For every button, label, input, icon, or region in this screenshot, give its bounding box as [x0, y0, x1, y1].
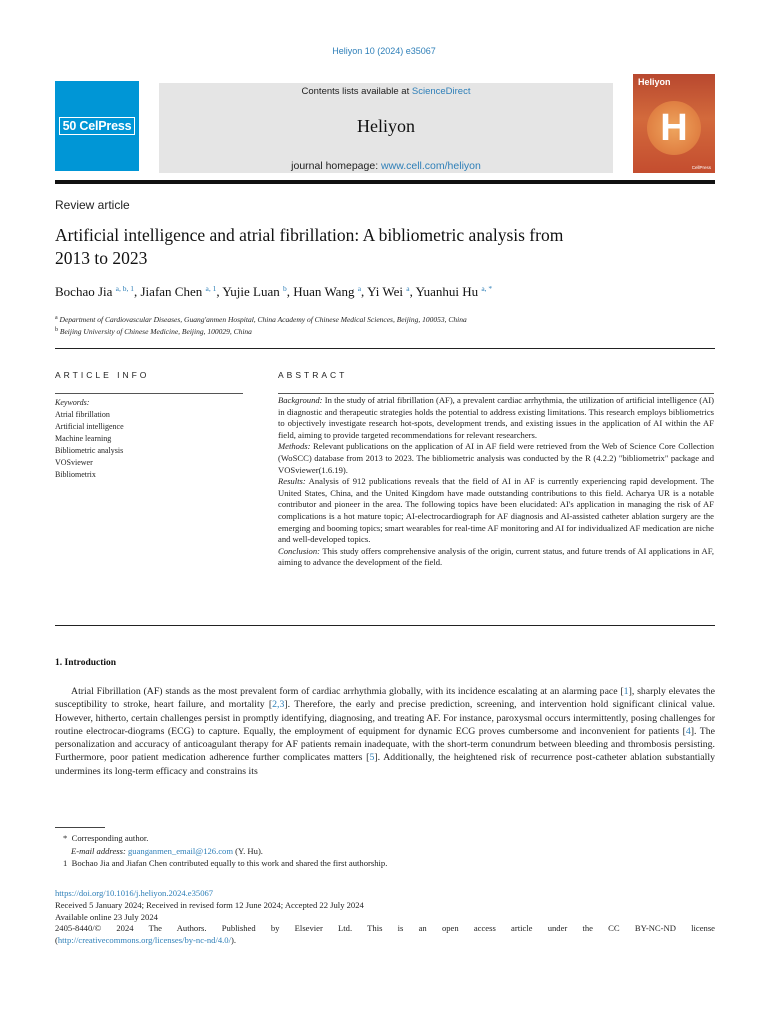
email-suffix: (Y. Hu).: [233, 845, 263, 856]
introduction-paragraph: [55, 685, 715, 778]
email-footnote: [55, 845, 715, 858]
conclusion-label: Conclusion:: [278, 545, 321, 556]
author-affiliation-mark[interactable]: a, b, 1: [115, 284, 134, 293]
article-type: Review article: [55, 198, 130, 212]
results-text: Analysis of 912 publications reveals that the field of AI in AF is currently experiencing rapid development. The United States, China, and the United Kingdom have made outstanding contributions to this field. Acharya UR is a notable contributor and pioneer in the area. The following topics have been elucidated: AI's application in managing the risk of AF complications is a hot mature topic; AI-electrocardiograph for AF diagnosis and AI-assisted catheter ablation surgery are the emerging and booming topics; smart wearables for real-time AF monitoring and AI for individualized AF medication are niche and well-developed topics.: [278, 476, 714, 545]
abstract-divider: [278, 393, 714, 394]
journal-reference[interactable]: Heliyon 10 (2024) e35067: [332, 46, 436, 56]
header-divider: [55, 180, 715, 184]
citation-link[interactable]: 2,3: [272, 699, 285, 711]
available-online: Available online 23 July 2024: [55, 911, 158, 922]
intro-text: ], sharply elevates the susceptibility to stroke, heart failure, and mortality [: [55, 686, 715, 711]
affiliation-item: [55, 313, 715, 325]
license-link[interactable]: http://creativecommons.org/licenses/by-nc-nd/4.0/: [57, 935, 231, 946]
affiliation-item: [55, 325, 715, 337]
affiliation-text: Beijing University of Chinese Medicine, Beijing, 100029, China: [59, 327, 252, 336]
affiliation-mark: b: [55, 327, 58, 333]
citation-link[interactable]: 4: [685, 725, 691, 737]
cellpress-logo[interactable]: [55, 81, 139, 171]
author-affiliation-mark[interactable]: b: [283, 284, 287, 293]
keyword-item: Bibliometric analysis: [55, 446, 124, 455]
homepage-prefix: journal homepage:: [291, 160, 382, 172]
keyword-item: Artificial intelligence: [55, 422, 124, 431]
keyword-item: Atrial fibrillation: [55, 410, 110, 419]
license-link-line: (http://creativecommons.org/licenses/by-nc-nd/4.0/).: [55, 935, 236, 946]
journal-title: Heliyon: [357, 116, 415, 136]
footnote-divider: [55, 827, 105, 828]
introduction-heading: 1. Introduction: [55, 658, 117, 668]
methods-label: Methods:: [278, 441, 311, 452]
author-affiliation-mark[interactable]: a: [357, 284, 362, 293]
keywords-label: Keywords:: [55, 398, 90, 407]
keyword-item: VOSviewer: [55, 458, 93, 467]
author-list: Bochao Jia $^{a, b, 1}$, Jiafan Chen $^{a, 1}$, Yujie Luan $^b$, Huan Wang $^a$, Yi Wei $^a$, Yuanhui Hu $^{a, *}$: [55, 284, 493, 299]
email-label: E-mail address:: [71, 845, 126, 856]
article-info-divider: [55, 393, 243, 394]
background-label: Background:: [278, 395, 323, 405]
keywords-block: [55, 397, 243, 481]
author-affiliation-mark[interactable]: a, *: [481, 284, 493, 293]
journal-cover-image[interactable]: [633, 74, 715, 173]
author-name[interactable]: Huan Wang: [293, 284, 355, 299]
affiliation-mark: a: [55, 315, 58, 321]
affiliation-text: Department of Cardiovascular Diseases, Guang'anmen Hospital, China Academy of Chinese Medical Sciences, Beijing, 100053, China: [59, 315, 467, 324]
license-line: 2405-8440/© 2024 The Authors. Published by Elsevier Ltd. This is an open access article under the CC BY-NC-ND license: [55, 923, 715, 934]
keyword-item: Machine learning: [55, 434, 112, 443]
intro-text: ]. The personalization and accuracy of anticoagulant therapy for AF patients remain inadequate, with the short-term conundrum between bleeding and thrombosis persisting. Furthermore, poor patient medication adherence further complicates matters [: [55, 725, 715, 764]
equal-contribution-footnote: [55, 857, 715, 870]
affiliations: [55, 313, 715, 337]
corresponding-text: Corresponding author.: [71, 833, 149, 843]
article-info-heading: ARTICLE INFO: [55, 370, 150, 380]
publication-info: [55, 888, 715, 947]
author-name[interactable]: Bochao Jia: [55, 284, 113, 299]
article-title: Artificial intelligence and atrial fibrillation: A bibliometric analysis from 2013 to 2023: [55, 225, 564, 268]
info-top-divider: [55, 348, 715, 349]
contents-line: [159, 86, 613, 97]
abstract-results: [278, 476, 714, 546]
author-affiliation-mark[interactable]: a, 1: [205, 284, 217, 293]
footnote-mark: *: [63, 833, 68, 843]
doi-link[interactable]: https://doi.org/10.1016/j.heliyon.2024.e35067: [55, 888, 214, 898]
received-dates: Received 5 January 2024; Received in revised form 12 June 2024; Accepted 22 July 2024: [55, 899, 364, 910]
citation-link[interactable]: 5: [369, 752, 375, 764]
author-affiliation-mark[interactable]: a: [406, 284, 410, 293]
corresponding-footnote: [55, 832, 715, 845]
homepage-link[interactable]: www.cell.com/heliyon: [381, 160, 481, 172]
keyword-item: Bibliometrix: [55, 470, 96, 479]
background-text: In the study of atrial fibrillation (AF), a prevalent cardiac arrhythmia, the utilization of artificial intelligence (AI) in diagnostic and therapeutic strategies holds the potential to address existing limitations. This research employs bibliometrics to objectively investigate research hot-spots, development trends, and existing issues in the application of AI within the AF field, aiming to provide targeted recommendations for relevant researchers.: [278, 395, 714, 440]
author-name[interactable]: Yuanhui Hu: [415, 284, 479, 299]
abstract-bottom-divider: [55, 625, 715, 626]
footnotes: [55, 832, 715, 870]
abstract-methods: [278, 441, 714, 476]
abstract-heading: ABSTRACT: [278, 370, 348, 380]
contents-prefix: Contents lists available at: [301, 86, 412, 97]
masthead: [55, 77, 715, 173]
cover-footer: CellPress: [691, 165, 711, 170]
footnote-mark: 1: [63, 858, 68, 869]
methods-text: Relevant publications on the application of AI in AF field were retrieved from the Web of Science Core Collection (WoSCC) database from 2013 to 2023. The bibliometric analysis was conducted by the R (4.2.2) "bibliometrix" package and VOSviewer(1.6.19).: [278, 441, 714, 475]
conclusion-text: This study offers comprehensive analysis of the origin, current status, and future trends of AI applications in AF, aiming to advance the development of the field.: [278, 545, 714, 568]
cover-h-letter: H: [660, 107, 688, 149]
cellpress-logo-text: 50 CelPress: [59, 117, 136, 135]
author-name[interactable]: Yujie Luan: [222, 284, 280, 299]
abstract-body: [278, 395, 714, 569]
abstract-conclusion: [278, 546, 714, 569]
intro-text: ]. Additionally, the heightened risk of recurrence post-catheter ablation substantially undermines its long-term efficacy and constrains its: [55, 752, 715, 777]
license-suffix: ).: [230, 935, 236, 946]
sciencedirect-link[interactable]: ScienceDirect: [411, 86, 471, 97]
intro-text: Atrial Fibrillation (AF) stands as the most prevalent form of cardiac arrhythmia globally, with its incidence escalating at an alarming pace [: [71, 686, 624, 697]
email-link[interactable]: guanganmen_email@126.com: [127, 845, 234, 856]
cover-title: Heliyon: [638, 77, 671, 87]
abstract-background: [278, 395, 714, 441]
citation-link[interactable]: 1: [623, 686, 629, 697]
author-name[interactable]: Yi Wei: [367, 284, 403, 299]
equal-contribution-text: Bochao Jia and Jiafan Chen contributed equally to this work and shared the first authorship.: [71, 858, 388, 869]
masthead-banner: [159, 83, 613, 173]
homepage-line: [159, 160, 613, 172]
results-label: Results:: [278, 476, 306, 487]
author-name[interactable]: Jiafan Chen: [140, 284, 203, 299]
intro-text: ]. Therefore, the early and precise prediction, screening, and intervention hold significant clinical value. However, hitherto, certain challenges persist in promptly identifying, diagnosing, and treating AF. For instance, paroxysmal occurs intermittently, posing challenges for routine electrocar-diograms (ECG) to capture. Equally, the employment of equipment for dynamic ECG proves cumbersome and inconvenient for patients [: [55, 699, 715, 737]
